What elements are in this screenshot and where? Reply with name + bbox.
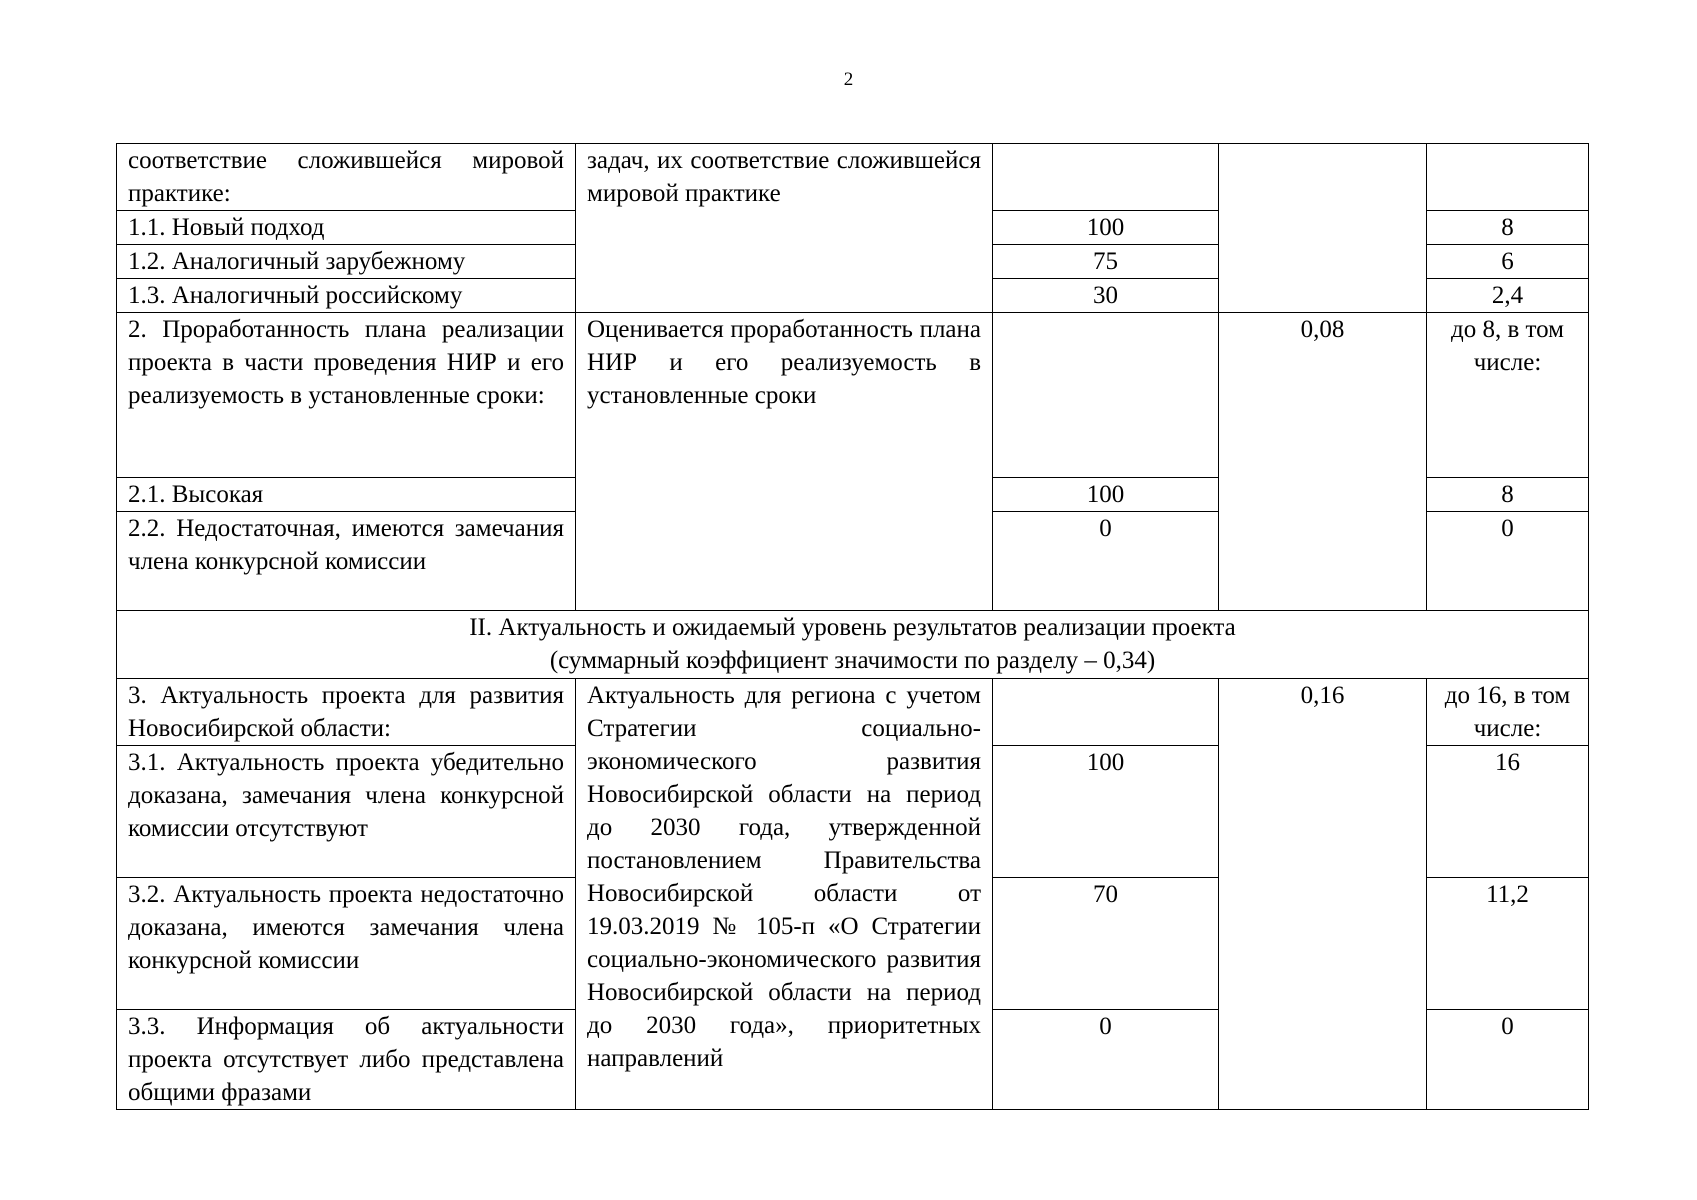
points-cell: 11,2: [1427, 878, 1589, 1010]
section-title-line1: II. Актуальность и ожидаемый уровень результатов реализации проекта: [469, 614, 1236, 641]
section-title-line2: (суммарный коэффициент значимости по разделу – 0,34): [549, 647, 1156, 674]
points-cell: 16: [1427, 746, 1589, 878]
criterion-cell: 3.1. Актуальность проекта убедительно доказана, замечания члена конкурсной комиссии отсутствуют: [117, 746, 576, 878]
criterion-cell: 3. Актуальность проекта для развития Новосибирской области:: [117, 679, 576, 746]
section-title: [117, 611, 1589, 679]
points-cell: до 16, в том числе:: [1427, 679, 1589, 746]
table-row: [117, 679, 1589, 746]
score-cell: [993, 679, 1219, 746]
points-cell: 8: [1427, 211, 1589, 245]
coefficient-cell: 0,16: [1219, 679, 1427, 1110]
criteria-table: [116, 143, 1589, 1110]
table-row: [117, 144, 1589, 211]
points-cell: 0: [1427, 512, 1589, 611]
criterion-cell: 1.1. Новый подход: [117, 211, 576, 245]
criterion-cell: 3.3. Информация об актуальности проекта отсутствует либо представлена общими фразами: [117, 1010, 576, 1110]
points-cell: [1427, 144, 1589, 211]
criterion-cell: соответствие сложившейся мировой практике:: [117, 144, 576, 211]
description-cell: Оценивается проработанность плана НИР и его реализуемость в установленные сроки: [576, 313, 993, 611]
score-cell: 100: [993, 478, 1219, 512]
points-cell: 2,4: [1427, 279, 1589, 313]
score-cell: [993, 313, 1219, 478]
table-row: [117, 313, 1589, 478]
coefficient-cell: [1219, 144, 1427, 313]
description-cell: Актуальность для региона с учетом Стратегии социально-экономического развития Новосибирской области на период до 2030 года, утвержденной постановлением Правительства Новосибирской области от 19.03.2019 № 105-п «О Стратегии социально-экономического развития Новосибирской области на период до 2030 года», приоритетных направлений: [576, 679, 993, 1110]
score-cell: 100: [993, 746, 1219, 878]
page-number: 2: [843, 69, 854, 90]
points-cell: до 8, в том числе:: [1427, 313, 1589, 478]
score-cell: 0: [993, 512, 1219, 611]
score-cell: [993, 144, 1219, 211]
points-cell: 6: [1427, 245, 1589, 279]
points-cell: 0: [1427, 1010, 1589, 1110]
description-cell: задач, их соответствие сложившейся мировой практике: [576, 144, 993, 313]
coefficient-cell: 0,08: [1219, 313, 1427, 611]
score-cell: 100: [993, 211, 1219, 245]
criterion-cell: 1.3. Аналогичный российскому: [117, 279, 576, 313]
criterion-cell: 2.2. Недостаточная, имеются замечания члена конкурсной комиссии: [117, 512, 576, 611]
score-cell: 75: [993, 245, 1219, 279]
score-cell: 70: [993, 878, 1219, 1010]
criterion-cell: 2. Проработанность плана реализации проекта в части проведения НИР и его реализуемость в установленные сроки:: [117, 313, 576, 478]
score-cell: 0: [993, 1010, 1219, 1110]
criterion-cell: 1.2. Аналогичный зарубежному: [117, 245, 576, 279]
points-cell: 8: [1427, 478, 1589, 512]
criterion-cell: 2.1. Высокая: [117, 478, 576, 512]
section-header-row: [117, 611, 1589, 679]
score-cell: 30: [993, 279, 1219, 313]
criterion-cell: 3.2. Актуальность проекта недостаточно доказана, имеются замечания члена конкурсной комиссии: [117, 878, 576, 1010]
